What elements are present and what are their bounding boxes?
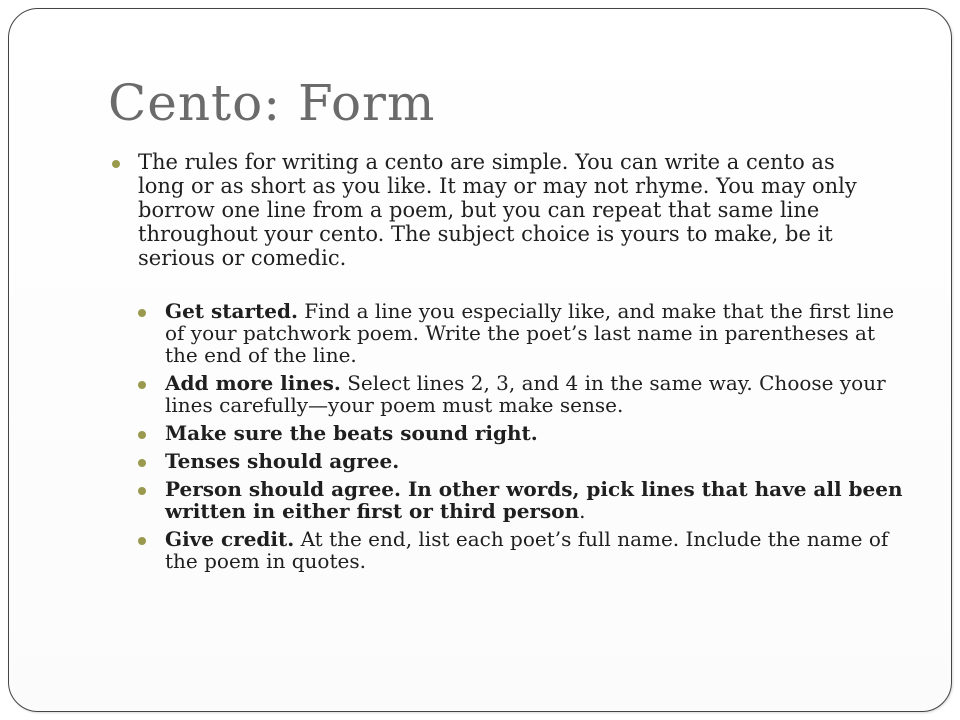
bullet-dot-icon (138, 537, 146, 545)
step-lead: Person should agree. In other words, pick lines that have all been written in either first or third person (165, 477, 903, 523)
step-item (138, 372, 905, 416)
step-item (138, 450, 905, 472)
steps-list (108, 300, 908, 572)
bullet-dot-icon (138, 487, 146, 495)
main-bullet-text: The rules for writing a cento are simple. You can write a cento as long or as short as you like. It may or may not rhyme. You may only borrow one line from a poem, but you can repeat that same line throughout your cento. The subject choice is yours to make, be it serious or comedic. (138, 150, 857, 270)
step-lead: Make sure the beats sound right. (165, 421, 538, 445)
bullet-dot-icon (138, 459, 146, 467)
bullet-dot-icon (138, 309, 146, 317)
bullet-dot-icon (138, 381, 146, 389)
slide-content (108, 150, 908, 572)
step-lead: Add more lines. (165, 371, 341, 395)
main-bullet (108, 150, 878, 270)
step-text: Find a line you especially like, and make that the first line of your patchwork poem. Write the poet’s last name in parentheses at the end of the line. (165, 299, 895, 367)
step-text: Select lines 2, 3, and 4 in the same way. Choose your lines carefully—your poem must make sense. (165, 371, 886, 417)
slide-title: Cento: Form (108, 74, 436, 132)
step-item (138, 478, 905, 522)
bullet-dot-icon (112, 160, 120, 168)
step-item (138, 300, 905, 366)
step-text: At the end, list each poet’s full name. Include the name of the poem in quotes. (165, 527, 889, 573)
step-item (138, 528, 905, 572)
step-text: . (579, 499, 586, 523)
bullet-dot-icon (138, 431, 146, 439)
step-lead: Tenses should agree. (165, 449, 400, 473)
step-item (138, 422, 905, 444)
step-lead: Get started. (165, 299, 298, 323)
step-lead: Give credit. (165, 527, 295, 551)
